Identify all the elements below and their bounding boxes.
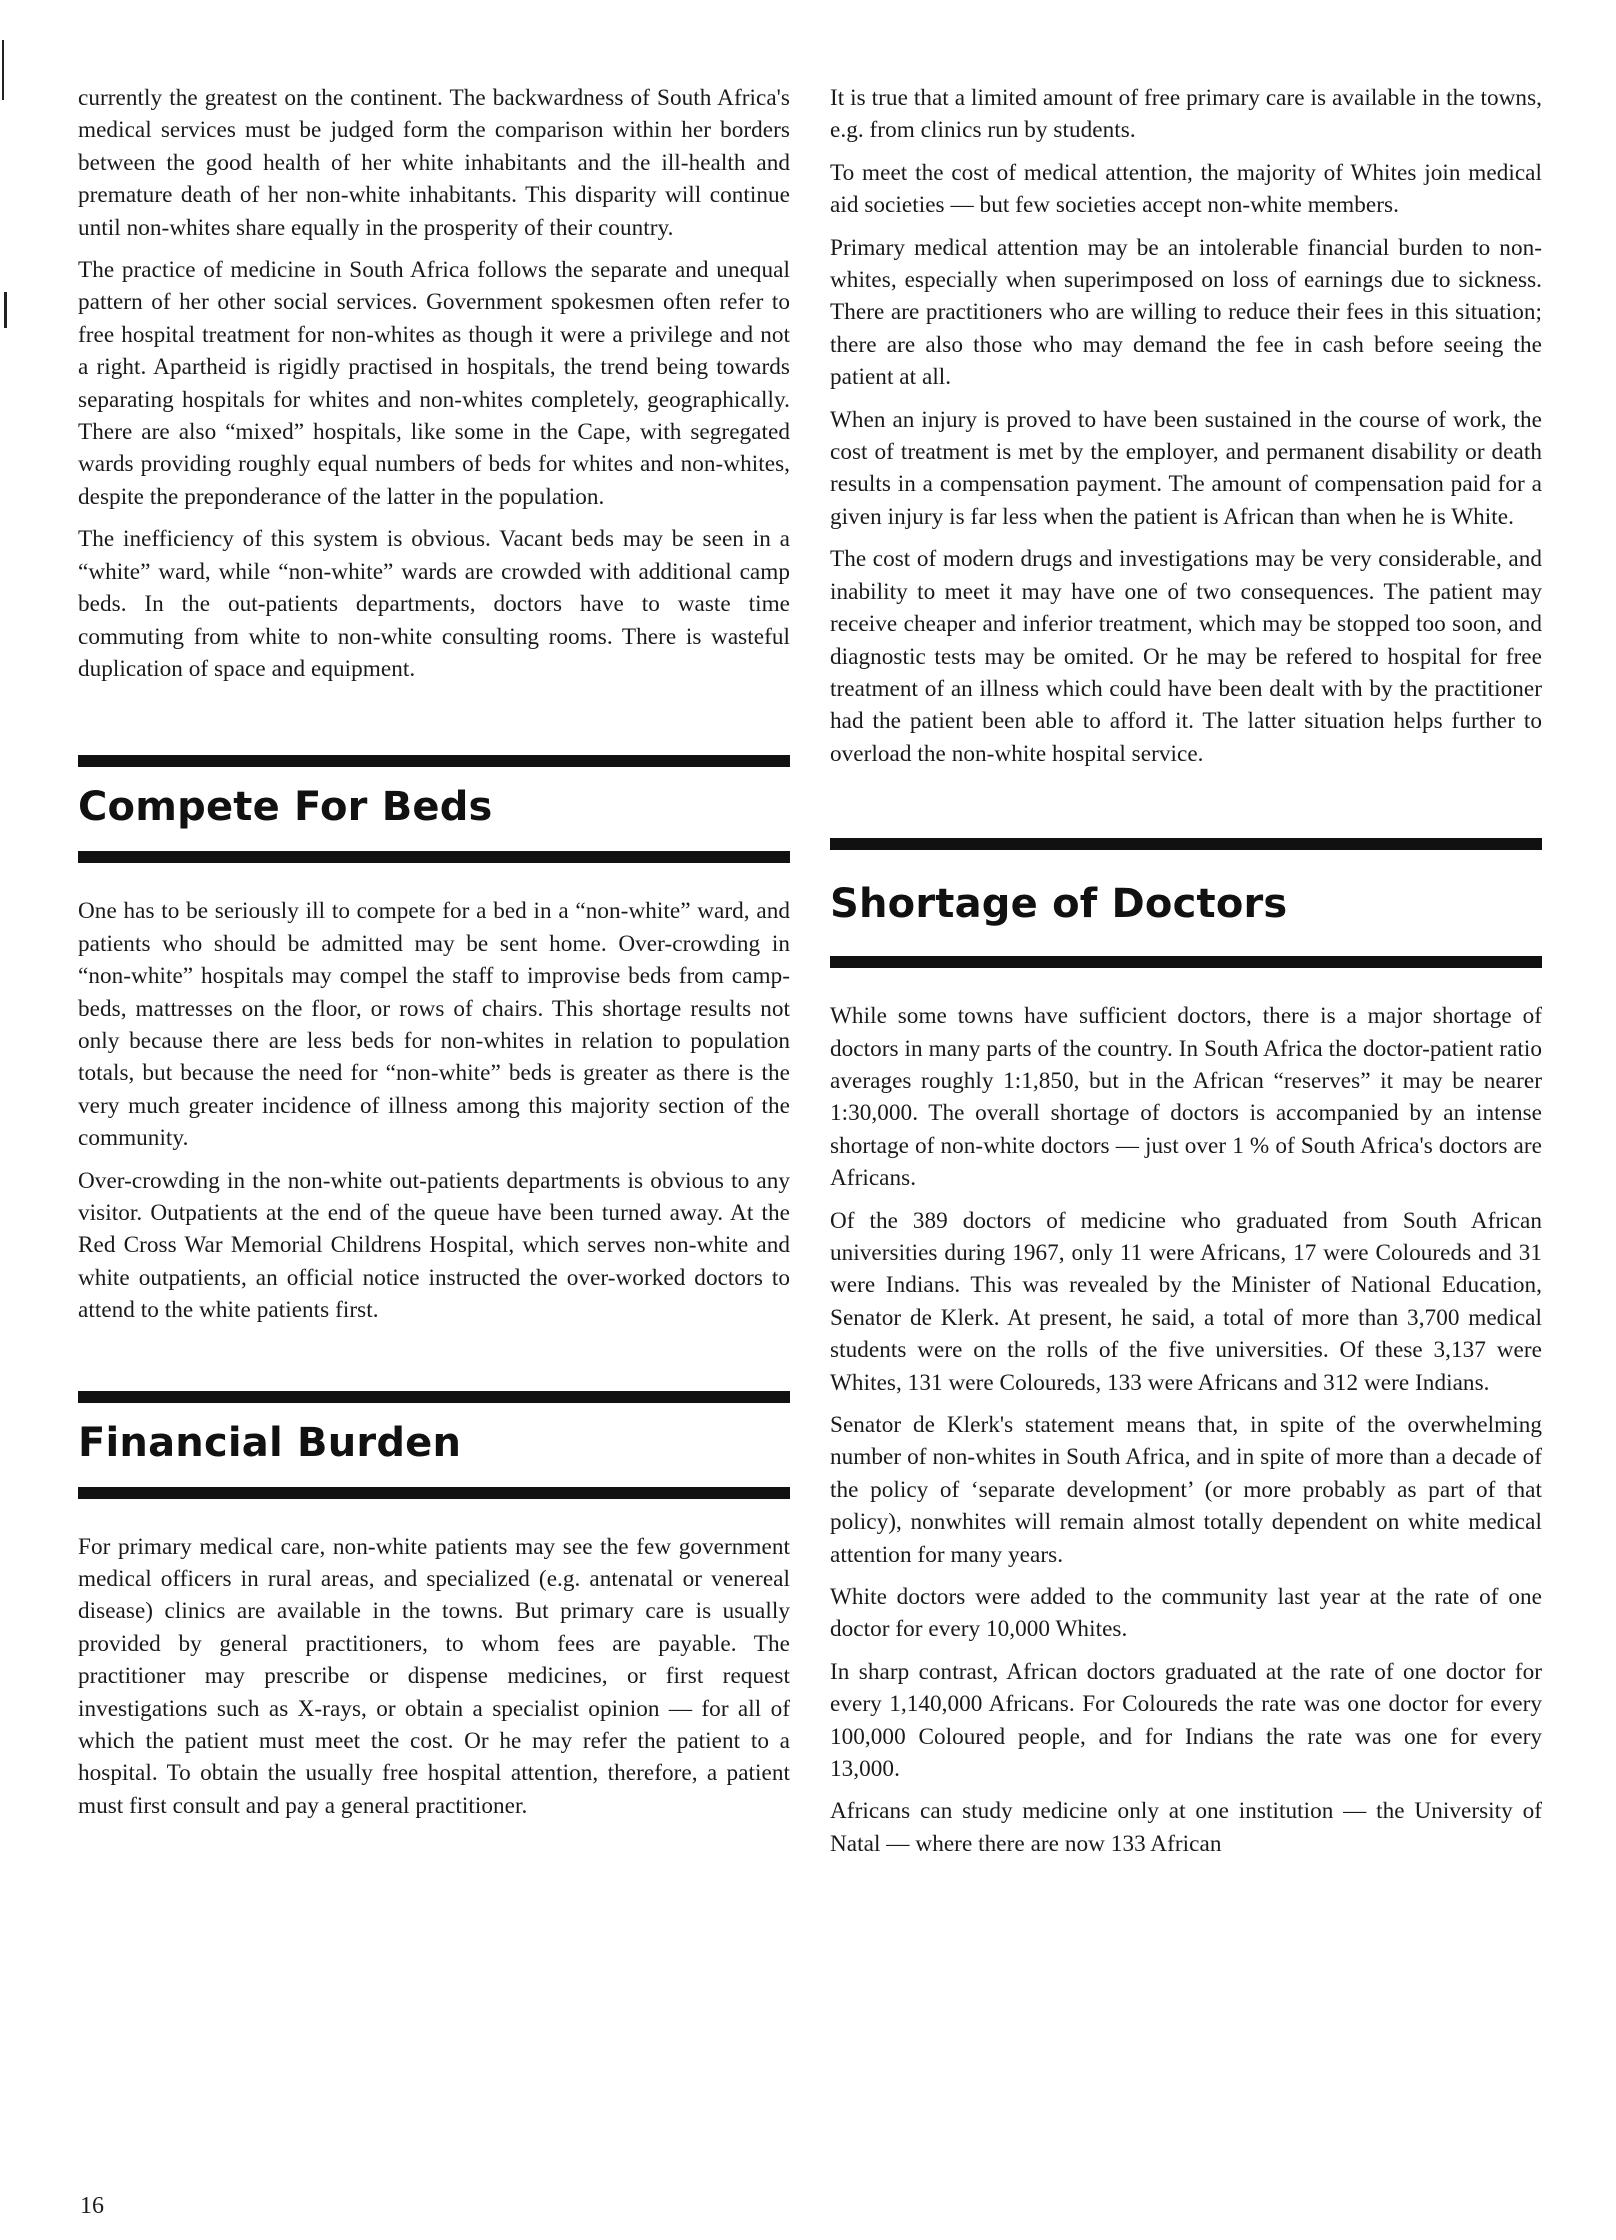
body-paragraph: The cost of modern drugs and investigations may be very considerable, and inability to meet it may have one of two consequences. The patient may receive cheaper and inferior treatment, which may be stopped too soon, and diagnostic tests may be omited. Or he may be refered to hospital for free treatment of an illness which could have been dealt with by the practitioner had the patient been able to afford it. The latter situation helps further to overload the non-white hospital service.	[830, 546, 1542, 767]
section-rule	[830, 956, 1542, 968]
section-rule	[78, 1487, 790, 1499]
body-paragraph: When an injury is proved to have been sustained in the course of work, the cost of treatment is met by the employer, and permanent disability or death results in a compensation payment. The amount of compensation paid for a given injury is far less when the patient is African than when he is White.	[830, 406, 1542, 530]
right-column	[830, 82, 1542, 1870]
body-paragraph: For primary medical care, non-white patients may see the few government medical officers in rural areas, and specialized (e.g. antenatal or venereal disease) clinics are available in the towns. But primary care is usually provided by general practitioners, to whom fees are payable. The practitioner may prescribe or dispense medicines, or first request investigations such as X-rays, or obtain a specialist opinion — for all of which the patient must meet the cost. Or he may refer the patient to a hospital. To obtain the usually free hospital attention, therefore, a patient must first consult and pay a general practitioner.	[78, 1533, 790, 1819]
page-number: 16	[80, 2193, 104, 2219]
scan-mark	[4, 292, 7, 328]
body-paragraph: The inefficiency of this system is obvious. Vacant beds may be seen in a “white” ward, while “non-white” wards are crowded with additional camp beds. In the out-patients departments, doctors have to waste time commuting from white to non-white consulting rooms. There is wasteful duplication of space and equipment.	[78, 526, 790, 682]
body-paragraph: White doctors were added to the community last year at the rate of one doctor for every 10,000 Whites.	[830, 1584, 1542, 1643]
body-paragraph: Of the 389 doctors of medicine who graduated from South African universities during 1967, only 11 were Africans, 17 were Coloureds and 31 were Indians. This was revealed by the Minister of National Education, Senator de Klerk. At present, he said, a total of more than 3,700 medical students were on the rolls of the five universities. Of these 3,137 were Whites, 131 were Coloureds, 133 were Africans and 312 were Indians.	[830, 1207, 1542, 1396]
section-heading-financial-burden: Financial Burden	[78, 1419, 462, 1466]
body-paragraph: Senator de Klerk's statement means that, in spite of the overwhelming number of non-whites in South Africa, and in spite of more than a decade of the policy of ‘separate development’ (or more probably as part of that policy), nonwhites will remain almost totally dependent on white medical attention for many years.	[830, 1412, 1542, 1568]
section-rule	[78, 1391, 790, 1403]
section-heading-shortage-of-doctors: Shortage of Doctors	[830, 881, 1288, 928]
scan-mark	[2, 40, 4, 100]
body-paragraph: To meet the cost of medical attention, the majority of Whites join medical aid societies — but few societies accept non-white members.	[830, 159, 1542, 219]
body-paragraph: One has to be seriously ill to compete for a bed in a “non-white” ward, and patients who should be admitted may be sent home. Over-crowding in “non-white” hospitals may compel the staff to improvise beds from camp-beds, mattresses on the floor, or rows of chairs. This shortage results not only because there are less beds for non-whites in relation to population totals, but because the need for “non-white” beds is greater as there is the very much greater incidence of illness among this majority section of the community.	[78, 898, 790, 1152]
body-paragraph: currently the greatest on the continent. The backwardness of South Africa's medical services must be judged form the comparison within her borders between the good health of her white inhabitants and the ill-health and premature death of her non-white inhabitants. This disparity will continue until non-whites share equally in the prosperity of their country.	[78, 85, 790, 241]
body-paragraph: Over-crowding in the non-white out-patients departments is obvious to any visitor. Outpatients at the end of the queue have been turned away. At the Red Cross War Memorial Childrens Hospital, which serves non-white and white outpatients, an official notice instructed the over-worked doctors to attend to the white patients first.	[78, 1167, 790, 1324]
section-rule	[78, 755, 790, 767]
body-paragraph: Primary medical attention may be an intolerable financial burden to non-whites, especially when superimposed on loss of earnings due to sickness. There are practitioners who are willing to reduce their fees in this situation; there are also those who may demand the fee in cash before seeing the patient at all.	[830, 234, 1542, 391]
body-paragraph: In sharp contrast, African doctors graduated at the rate of one doctor for every 1,140,000 Africans. For Coloureds the rate was one doctor for every 100,000 Coloured people, and for Indians the rate was one for every 13,000.	[830, 1658, 1542, 1783]
section-rule	[78, 851, 790, 863]
section-heading-compete-for-beds: Compete For Beds	[78, 784, 493, 831]
section-rule	[830, 838, 1542, 850]
body-paragraph: It is true that a limited amount of free primary care is available in the towns, e.g. from clinics run by students.	[830, 85, 1542, 144]
left-column	[78, 82, 790, 1832]
body-paragraph: The practice of medicine in South Africa follows the separate and unequal pattern of her other social services. Government spokesmen often refer to free hospital treatment for non-whites as though it were a privilege and not a right. Apartheid is rigidly practised in hospitals, the trend being towards separating hospitals for whites and non-whites completely, geographically. There are also “mixed” hospitals, like some in the Cape, with segregated wards providing roughly equal numbers of beds for whites and non-whites, despite the preponderance of the latter in the population.	[78, 257, 790, 510]
body-paragraph: While some towns have sufficient doctors, there is a major shortage of doctors in many parts of the country. In South Africa the doctor-patient ratio averages roughly 1:1,850, but in the African “reserves” it may be nearer 1:30,000. The overall shortage of doctors is accompanied by an intense shortage of non-white doctors — just over 1 % of South Africa's doctors are Africans.	[830, 1003, 1542, 1192]
body-paragraph: Africans can study medicine only at one institution — the University of Natal — where there are now 133 African	[830, 1798, 1542, 1857]
